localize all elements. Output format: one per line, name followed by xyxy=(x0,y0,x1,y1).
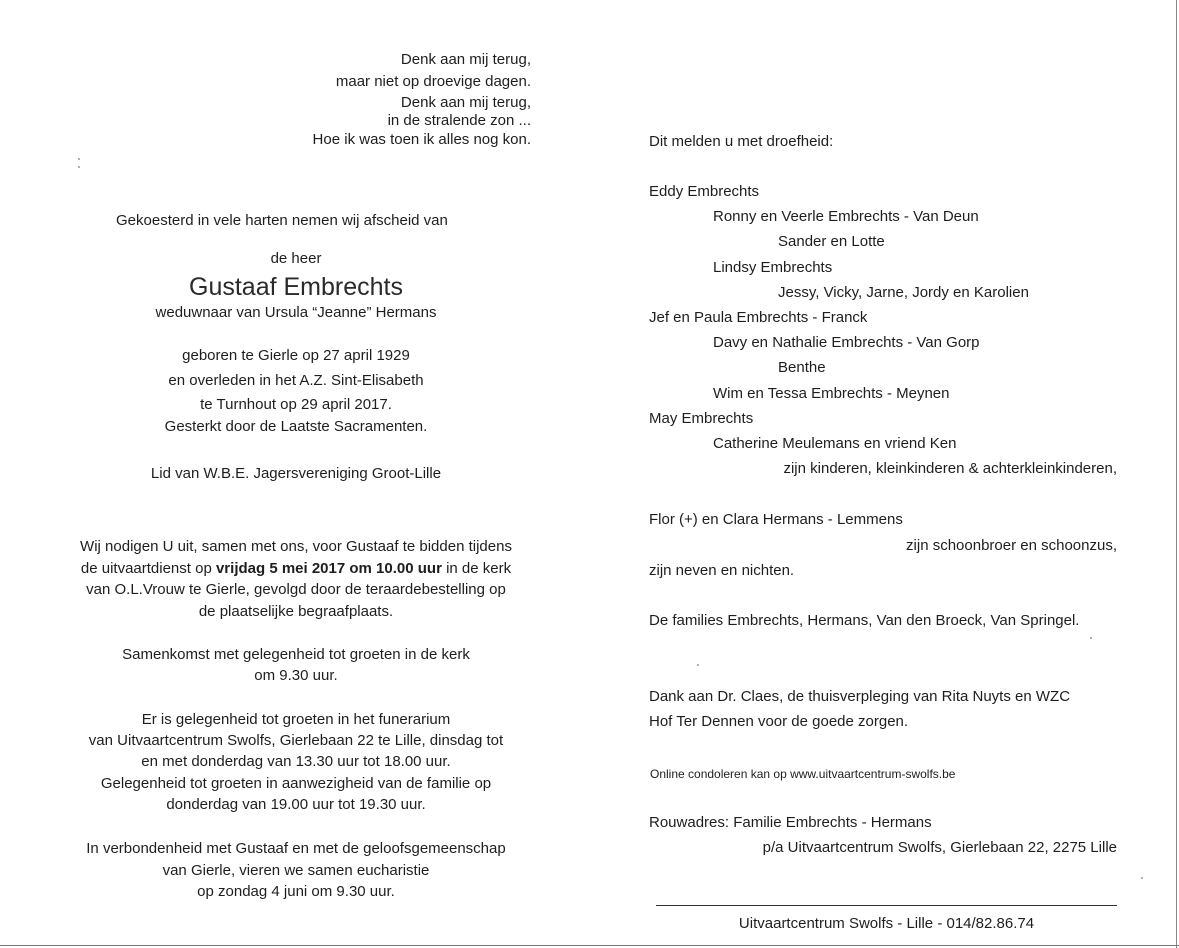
family-member: Jef en Paula Embrechts - Franck xyxy=(649,309,868,326)
family-member: Jessy, Vicky, Jarne, Jordy en Karolien xyxy=(778,284,1029,301)
funerarium-line: Er is gelegenheid tot groeten in het funerarium xyxy=(141,711,451,728)
life-line: en overleden in het A.Z. Sint-Elisabeth xyxy=(168,372,424,389)
gathering-line: Samenkomst met gelegenheid tot groeten in de kerk xyxy=(122,646,470,663)
inlaws-names: Flor (+) en Clara Hermans - Lemmens xyxy=(649,511,903,528)
poem-line: in de stralende zon ... xyxy=(387,112,531,129)
eucharist-line: op zondag 4 juni om 9.30 uur. xyxy=(197,883,395,900)
scan-speck xyxy=(1141,877,1143,879)
invite-line: van O.L.Vrouw te Gierle, gevolgd door de teraardebestelling op xyxy=(86,581,506,598)
card-bottom-edge xyxy=(0,945,1179,946)
family-member: May Embrechts xyxy=(649,410,754,427)
membership: Lid van W.B.E. Jagersvereniging Groot-Lille xyxy=(150,465,442,482)
scan-speck xyxy=(78,166,80,168)
scan-speck xyxy=(697,664,699,666)
invite-line: de uitvaartdienst op vrijdag 5 mei 2017 om 10.00 uur in de kerk xyxy=(80,560,512,577)
family-member: Eddy Embrechts xyxy=(649,183,760,200)
address-line: Rouwadres: Familie Embrechts - Hermans xyxy=(649,814,932,831)
poem-line: maar niet op droevige dagen. xyxy=(335,73,531,90)
cousins-text: zijn neven en nichten. xyxy=(649,562,795,579)
intro-text: Gekoesterd in vele harten nemen wij afscheid van xyxy=(116,212,448,229)
life-line: te Turnhout op 29 april 2017. xyxy=(200,396,392,413)
deceased-name: Gustaaf Embrechts xyxy=(189,273,403,301)
funerarium-line: en met donderdag van 13.30 uur tot 18.00 uur. xyxy=(141,753,451,770)
life-line: Gesterkt door de Laatste Sacramenten. xyxy=(164,418,428,435)
poem-line: Hoe ik was toen ik alles nog kon. xyxy=(312,131,531,148)
announce-text: Dit melden u met droefheid: xyxy=(649,133,834,150)
invite-line: de plaatselijke begraafplaats. xyxy=(198,603,394,620)
family-member: Benthe xyxy=(778,359,826,376)
funerarium-line: Gelegenheid tot groeten in aanwezigheid van de familie op xyxy=(100,775,492,792)
address-line: p/a Uitvaartcentrum Swolfs, Gierlebaan 22, 2275 Lille xyxy=(762,839,1117,856)
widower-of: weduwnaar van Ursula “Jeanne” Hermans xyxy=(155,304,437,321)
poem-line: Denk aan mij terug, xyxy=(400,94,531,111)
inlaws-relation: zijn schoonbroer en schoonzus, xyxy=(906,537,1117,554)
eucharist-line: van Gierle, vieren we samen eucharistie xyxy=(162,862,430,879)
eucharist-line: In verbondenheid met Gustaaf en met de geloofsgemeenschap xyxy=(86,840,506,857)
thanks-line: Hof Ter Dennen voor de goede zorgen. xyxy=(649,713,909,730)
family-member: Wim en Tessa Embrechts - Meynen xyxy=(713,385,950,402)
invite-line: Wij nodigen U uit, samen met ons, voor Gustaaf te bidden tijdens xyxy=(80,538,512,555)
online-condolence: Online condoleren kan op www.uitvaartcentrum-swolfs.be xyxy=(650,767,956,781)
thanks-line: Dank aan Dr. Claes, de thuisverpleging van Rita Nuyts en WZC xyxy=(649,688,1071,705)
footer-divider xyxy=(656,905,1117,906)
family-member: Ronny en Veerle Embrechts - Van Deun xyxy=(713,208,979,225)
gathering-line: om 9.30 uur. xyxy=(254,667,338,684)
family-member: Lindsy Embrechts xyxy=(713,259,833,276)
life-line: geboren te Gierle op 27 april 1929 xyxy=(182,347,410,364)
footer-text: Uitvaartcentrum Swolfs - Lille - 014/82.86.74 xyxy=(738,915,1035,932)
card-right-edge xyxy=(1176,0,1177,948)
funerarium-line: van Uitvaartcentrum Swolfs, Gierlebaan 22 te Lille, dinsdag tot xyxy=(88,732,504,749)
service-datetime: vrijdag 5 mei 2017 om 10.00 uur xyxy=(215,560,442,577)
poem-line: Denk aan mij terug, xyxy=(400,51,531,68)
title-prefix: de heer xyxy=(270,250,322,267)
family-relation: zijn kinderen, kleinkinderen & achterkleinkinderen, xyxy=(783,460,1117,477)
scan-speck xyxy=(78,158,80,160)
funerarium-line: donderdag van 19.00 uur tot 19.30 uur. xyxy=(166,796,426,813)
family-member: Sander en Lotte xyxy=(778,233,885,250)
families-text: De families Embrechts, Hermans, Van den Broeck, Van Springel. xyxy=(649,612,1080,629)
scan-speck xyxy=(1090,637,1092,639)
family-member: Davy en Nathalie Embrechts - Van Gorp xyxy=(713,334,980,351)
family-member: Catherine Meulemans en vriend Ken xyxy=(713,435,957,452)
